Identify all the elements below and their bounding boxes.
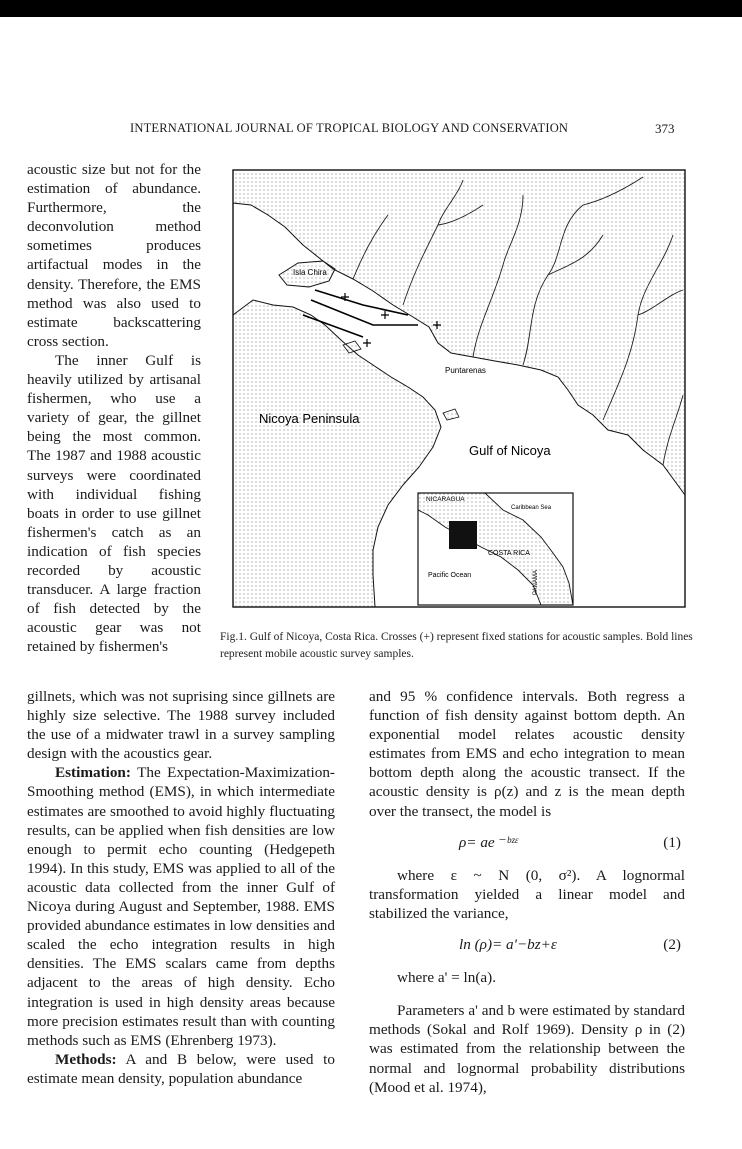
paragraph: acoustic size but not for the estimation of abundance. Furthermore, the deconvolution method sometimes produces artifactual modes in the density. Therefore, the EMS method was also used to estimate backscattering cross section. xyxy=(27,161,201,350)
paragraph: Parameters a' and b were estimated by standard methods (Sokal and Rolf 1969). Density ρ in (2) was estimated from the relationship between the normal and lognormal probability distributions (Mood et al. 1974), xyxy=(369,1002,685,1096)
figure-map xyxy=(223,165,693,615)
paragraph: gillnets, which was not suprising since gillnets are highly size selective. The 1988 survey included the use of a midwater trawl in a survey sampling design with the acoustics gear. xyxy=(27,688,335,763)
paragraph-text: A and B below, were used to estimate mean density, population abundance xyxy=(27,1050,335,1087)
section-heading-estimation: Estimation: xyxy=(55,764,131,782)
paragraph-estimation xyxy=(27,763,335,1049)
label-puntarenas: Puntarenas xyxy=(445,366,486,375)
page-number: 373 xyxy=(655,121,675,136)
label-pacific-ocean: Pacific Ocean xyxy=(428,572,472,579)
label-isla-chira: Isla Chira xyxy=(293,268,327,277)
equation-expression: ln (ρ)= a'−bz+ε xyxy=(459,936,557,954)
left-column-bottom xyxy=(27,687,335,1088)
section-heading-methods: Methods: xyxy=(55,1050,117,1068)
paragraph: where ε ~ N (0, σ²). A lognormal transformation yielded a linear model and stabilized the variance, xyxy=(369,866,685,922)
equation-number: (2) xyxy=(663,936,681,954)
equation-expression: ρ= ae ⁻ᵇᶻᵋ xyxy=(459,833,518,851)
gulf-of-nicoya-map xyxy=(223,165,693,615)
equation-number: (1) xyxy=(663,833,681,851)
label-caribbean-sea: Caribbean Sea xyxy=(511,505,552,511)
label-panama: PANAMA xyxy=(533,570,539,595)
equation-2 xyxy=(369,935,685,954)
right-column xyxy=(369,687,685,1097)
running-header: INTERNATIONAL JOURNAL OF TROPICAL BIOLOGY AND CONSERVATION xyxy=(130,121,569,135)
paragraph: where a' = ln(a). xyxy=(397,969,497,987)
inset-study-area-box xyxy=(449,521,477,549)
label-gulf-of-nicoya: Gulf of Nicoya xyxy=(469,443,551,458)
label-nicaragua: NICARAGUA xyxy=(426,496,465,503)
equation-1 xyxy=(369,833,685,852)
scan-top-edge xyxy=(0,0,742,17)
paragraph: and 95 % confidence intervals. Both regress a function of fish density against bottom depth. An exponential model relates acoustic density estimates from EMS and echo integration to mean bottom depth along the acoustic transect. If the acoustic density is ρ(z) and z is the mean depth over the transect, the model is xyxy=(369,688,685,820)
left-column-top xyxy=(27,160,201,656)
paragraph-methods xyxy=(27,1050,335,1088)
paragraph-text: The Expectation-Maximization-Smoothing method (EMS), in which intermediate estimates are smoothed to avoid highly fluctuating results, can be applied when fish densities are low enough to permit echo counting (Hedgepeth 1994). In this study, EMS was applied to all of the acoustic data collected from the inner Gulf of Nicoya during August and September, 1988. EMS provided abundance estimates in low densities and scaled the echo integration results in high densities. The EMS scalars came from depths adjacent to the areas of high density. Echo integration is used in high density areas because more precision estimates result than with counting methods such as EMS (Ehrenberg 1973). xyxy=(27,764,335,1049)
inset-map xyxy=(418,493,573,605)
paragraph: The inner Gulf is heavily utilized by artisanal fishermen, who use a variety of gear, the gillnet being the most common. The 1987 and 1988 acoustic surveys were coordinated with individual fishing boats in order to use gillnet fishermen's catch as an indication of fish species recorded by acoustic transducer. A large fraction of fish detected by the acoustic gear was not retained by fishermen's xyxy=(27,351,201,656)
label-nicoya-peninsula: Nicoya Peninsula xyxy=(259,411,360,426)
figure-caption: Fig.1. Gulf of Nicoya, Costa Rica. Crosses (+) represent fixed stations for acoustic samples. Bold lines represent mobile acoustic survey samples. xyxy=(220,631,693,660)
label-costa-rica: COSTA RICA xyxy=(488,550,530,557)
